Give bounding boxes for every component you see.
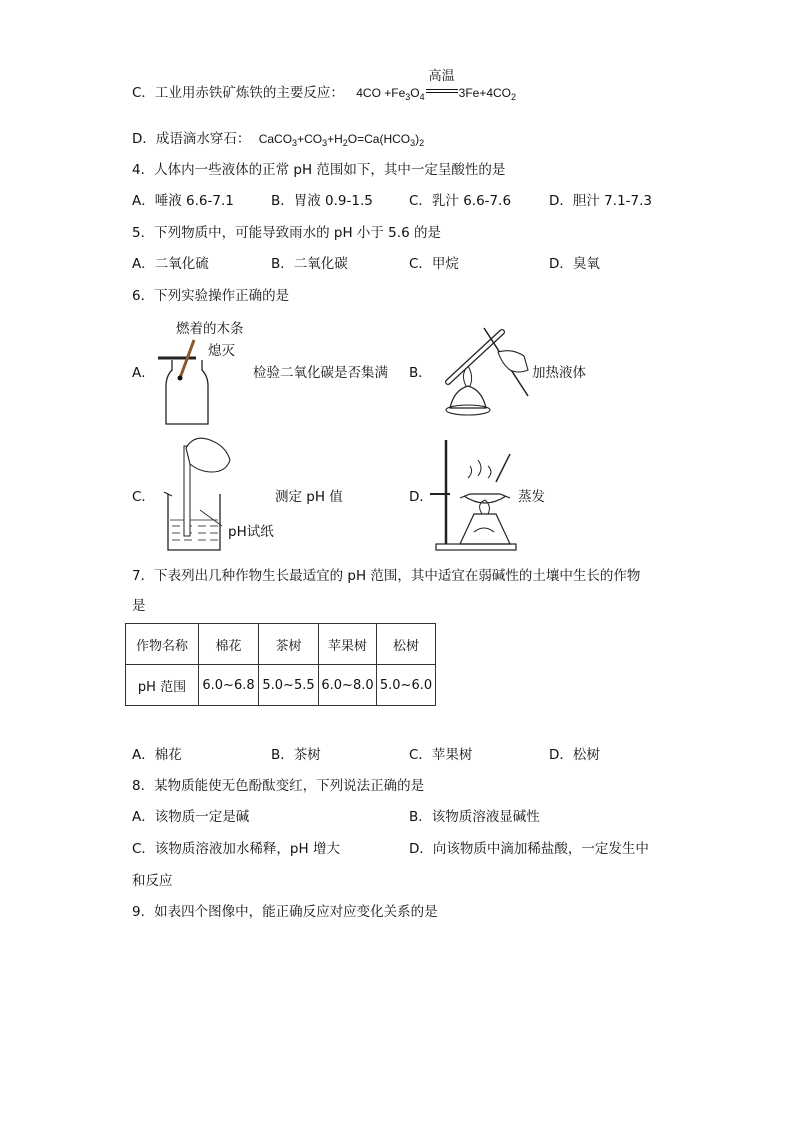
q6-option-d-label[interactable]: D． — [409, 489, 433, 505]
option-d-line — [132, 130, 424, 148]
evaporating-dish — [460, 494, 510, 498]
q6-b-caption: 加热液体 — [532, 365, 586, 381]
beaker-liquid — [170, 520, 218, 540]
dripping-equation: $CaCO_3+CO_3+H_2O=Ca(HCO_3)_2$ — [258, 132, 425, 148]
option-c-line — [132, 69, 517, 102]
q6-stem: 6．下列实验操作正确的是 — [132, 288, 290, 304]
q6-option-b-label[interactable]: B． — [409, 365, 432, 381]
q4-option-d[interactable]: D．胆汁 7.1-7.3 — [549, 193, 652, 209]
table-header-row — [126, 624, 436, 665]
q6-c-caption: 测定 pH 值 — [275, 489, 343, 505]
q6-a-caption: 检验二氧化碳是否集满 — [253, 365, 388, 381]
vapor — [468, 460, 491, 478]
q7-option-d[interactable]: D．松树 — [549, 747, 600, 763]
q4-option-b[interactable]: B．胃液 0.9-1.5 — [271, 193, 373, 209]
reaction-condition: 高温 — [426, 84, 458, 102]
table-cell: 松树 — [377, 624, 436, 665]
q7-stem-line1: 7．下表列出几种作物生长最适宜的 pH 范围，其中适宜在弱碱性的土壤中生长的作物 — [132, 568, 641, 584]
gas-bottle-figure — [150, 336, 220, 428]
table-cell: 5.0~5.5 — [259, 665, 319, 706]
q4-stem: 4．人体内一些液体的正常 pH 范围如下，其中一定呈酸性的是 — [132, 162, 506, 178]
hand — [498, 351, 528, 372]
beaker — [168, 494, 220, 550]
heating-liquid-figure — [428, 326, 538, 422]
table-cell: 作物名称 — [126, 624, 199, 665]
q7-option-a[interactable]: A．棉花 — [132, 747, 182, 763]
q8-option-a[interactable]: A．该物质一定是碱 — [132, 809, 250, 825]
q6-option-a-label[interactable]: A． — [132, 365, 155, 381]
q8-option-d[interactable]: D．向该物质中滴加稀盐酸，一定发生中 — [409, 841, 649, 857]
q5-option-b[interactable]: B．二氧化碳 — [271, 256, 348, 272]
q4-option-c[interactable]: C．乳汁 6.6-7.6 — [409, 193, 512, 209]
option-d-label: D．成语滴水穿石： — [132, 131, 251, 147]
stand-base — [436, 544, 516, 550]
q8-option-c[interactable]: C．该物质溶液加水稀释，pH 增大 — [132, 841, 340, 857]
table-cell: 茶树 — [259, 624, 319, 665]
q8-option-b[interactable]: B．该物质溶液显碱性 — [409, 809, 540, 825]
q4-option-a[interactable]: A．唾液 6.6-7.1 — [132, 193, 234, 209]
q8-stem: 8．某物质能使无色酚酞变红，下列说法正确的是 — [132, 778, 425, 794]
table-cell: 棉花 — [199, 624, 259, 665]
q5-option-a[interactable]: A．二氧化硫 — [132, 256, 209, 272]
q6-option-c-label[interactable]: C． — [132, 489, 155, 505]
alcohol-lamp — [460, 514, 510, 544]
q5-option-c[interactable]: C．甲烷 — [409, 256, 459, 272]
q5-stem: 5．下列物质中，可能导致雨水的 pH 小于 5.6 的是 — [132, 225, 441, 241]
table-cell: 6.0~8.0 — [319, 665, 377, 706]
option-c-label: C．工业用赤铁矿炼铁的主要反应： — [132, 85, 344, 101]
bottle-body — [166, 360, 208, 424]
table-cell: 苹果树 — [319, 624, 377, 665]
table-cell: 5.0~6.0 — [377, 665, 436, 706]
q9-stem: 9．如表四个图像中，能正确反应对应变化关系的是 — [132, 904, 438, 920]
table-cell: pH 范围 — [126, 665, 199, 706]
q6-d-caption: 蒸发 — [518, 489, 545, 505]
q5-option-d[interactable]: D．臭氧 — [549, 256, 600, 272]
table-cell: 6.0~6.8 — [199, 665, 259, 706]
crop-ph-table — [125, 623, 436, 706]
table-row — [126, 665, 436, 706]
reaction-equation: $4CO +Fe_3O_4$ 高温 $3Fe+4CO_2$ — [356, 69, 517, 102]
evaporation-figure — [430, 438, 520, 552]
stick-tip — [178, 376, 183, 381]
q7-option-b[interactable]: B．茶树 — [271, 747, 321, 763]
extinguished-note: 熄灭 — [208, 343, 235, 359]
q8-option-d-continued: 和反应 — [132, 873, 173, 889]
q7-option-c[interactable]: C．苹果树 — [409, 747, 473, 763]
q7-stem-line2: 是 — [132, 598, 146, 614]
flame — [480, 500, 490, 514]
glass-rod — [496, 454, 510, 482]
burning-stick-note: 燃着的木条 — [176, 321, 244, 337]
ph-paper-note: pH试纸 — [228, 524, 274, 540]
hand — [186, 438, 230, 472]
